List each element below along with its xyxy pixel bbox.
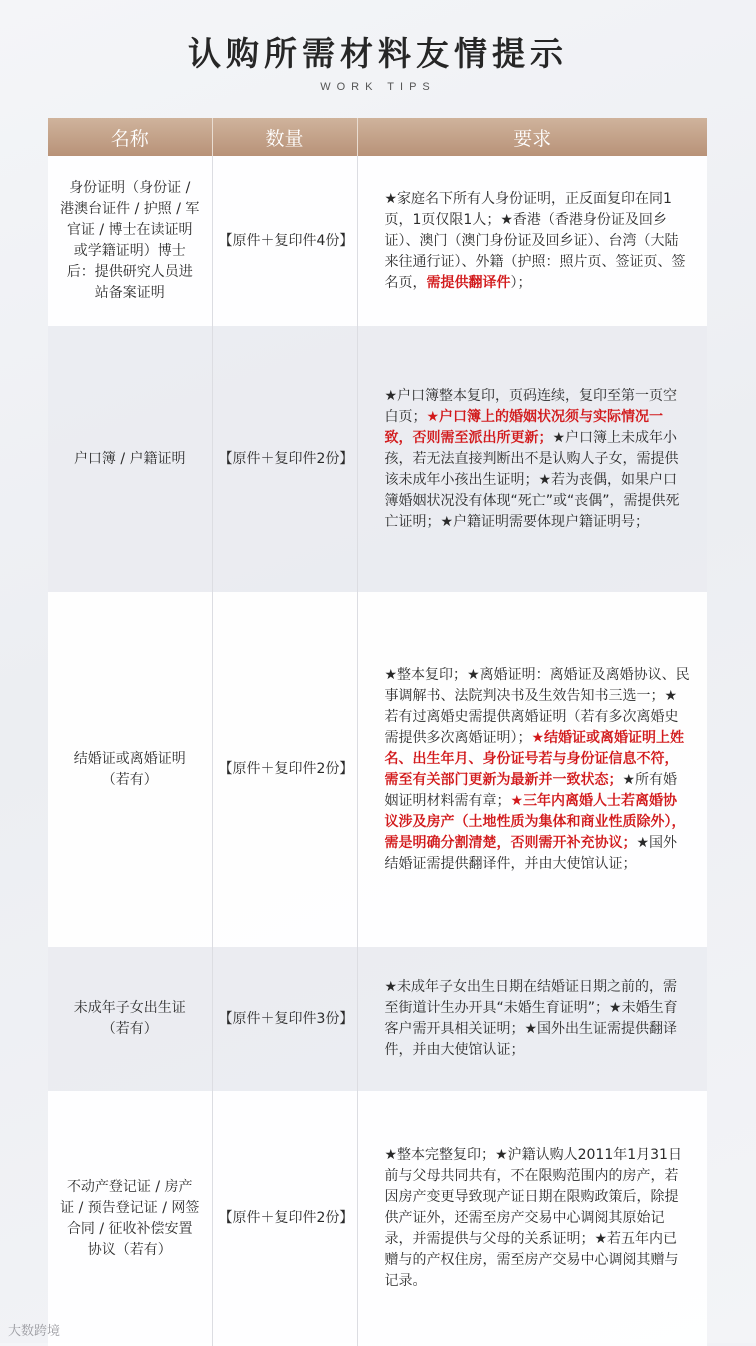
material-quantity: 【原件＋复印件2份】 — [212, 1091, 357, 1346]
table-row — [48, 326, 707, 592]
requirement-text: ★所有婚姻证明材料需有章； — [384, 771, 678, 809]
material-name: 未成年子女出生证（若有） — [48, 947, 212, 1091]
requirement-text: ★整本完整复印； — [384, 1147, 496, 1163]
material-quantity: 【原件＋复印件4份】 — [212, 156, 357, 326]
requirement-text: ★户口簿整本复印，页码连续，复印至第一页空白页； — [384, 387, 678, 425]
requirement-text: ★整本复印； — [384, 666, 468, 683]
material-requirements — [357, 326, 707, 592]
materials-table — [48, 118, 707, 1346]
requirement-text: ★香港（香港身份证及回乡证）、澳门（澳门身份证及回乡证）、台湾（大陆来往通行证）、外籍（护照：照片页、签证页、签名页， — [384, 211, 686, 291]
requirement-text: ★户口簿上未成年小孩，若无法直接判断出不是认购人子女，需提供该未成年小孩出生证明； — [384, 429, 679, 488]
requirement-text: ★沪籍认购人2011年1月31日前与父母共同共有，不在限购范围内的房产，若因房产变更导致现产证日期在限购政策后，除提供产证外，还需至房产交易中心调阅其原始记录，并需提供与父母的关系证明； — [384, 1147, 682, 1247]
requirement-text: ★国外结婚证需提供翻译件，并由大使馆认证； — [384, 834, 678, 872]
watermark: 大数跨境 — [8, 1324, 61, 1339]
requirement-text: ★若为丧偶，如果户口簿婚姻状况没有体现“死亡”或“丧偶”，需提供死亡证明； — [384, 471, 680, 530]
requirement-text: ★家庭名下所有人身份证明，正反面复印在同1页，1页仅限1人； — [384, 190, 672, 228]
page-subtitle: WORK TIPS — [320, 81, 436, 93]
material-requirements — [357, 1091, 707, 1346]
table-row — [48, 1091, 707, 1346]
requirement-text: ）； — [510, 274, 532, 291]
requirement-highlight: ★户口簿上的婚姻状况须与实际情况一致，否则需至派出所更新； — [384, 408, 664, 446]
table-row — [48, 156, 707, 326]
material-requirements — [357, 156, 707, 326]
material-name: 不动产登记证 / 房产证 / 预告登记证 / 网签合同 / 征收补偿安置协议（若有） — [48, 1091, 212, 1346]
material-name: 结婚证或离婚证明（若有） — [48, 592, 212, 947]
requirement-text: ★未婚生育客户需开具相关证明； — [384, 1000, 678, 1037]
table-row — [48, 947, 707, 1091]
header-quantity: 数量 — [212, 118, 357, 156]
material-quantity: 【原件＋复印件3份】 — [212, 947, 357, 1091]
requirement-highlight: ★三年内离婚人士若离婚协议涉及房产（土地性质为集体和商业性质除外），需是明确分割清楚，否则需开补充协议； — [384, 792, 686, 851]
requirement-text: ★未成年子女出生日期在结婚证日期之前的，需至街道计生办开具“未婚生育证明”； — [384, 979, 678, 1016]
requirement-text: ★户籍证明需要体现户籍证明号； — [440, 513, 650, 530]
requirement-text: ★离婚证明：离婚证及离婚协议、民事调解书、法院判决书及生效告知书三选一； — [384, 666, 690, 704]
requirement-text: ★国外出生证需提供翻译件，并由大使馆认证； — [384, 1021, 678, 1058]
requirement-text: ★若五年内已赠与的产权住房，需至房产交易中心调阅其赠与记录。 — [384, 1231, 679, 1289]
material-name: 身份证明（身份证 / 港澳台证件 / 护照 / 军官证 / 博士在读证明或学籍证明）博士后：提供研究人员进站备案证明 — [48, 156, 212, 326]
requirement-highlight: ★结婚证或离婚证明上姓名、出生年月、身份证号若与身份证信息不符，需至有关部门更新为最新并一致状态； — [384, 729, 685, 788]
material-quantity: 【原件＋复印件2份】 — [212, 592, 357, 947]
requirement-text: ★若有过离婚史需提供离婚证明（若有多次离婚史需提供多次离婚证明）； — [384, 687, 679, 746]
material-quantity: 【原件＋复印件2份】 — [212, 326, 357, 592]
requirement-highlight: 需提供翻译件 — [426, 274, 511, 291]
material-requirements — [357, 947, 707, 1091]
page-title: 认购所需材料友情提示 — [188, 34, 568, 73]
table-row — [48, 592, 707, 947]
material-requirements — [357, 592, 707, 947]
header-requirements: 要求 — [357, 118, 707, 156]
header-name: 名称 — [48, 118, 212, 156]
material-name: 户口簿 / 户籍证明 — [48, 326, 212, 592]
table-header-row — [48, 118, 707, 156]
